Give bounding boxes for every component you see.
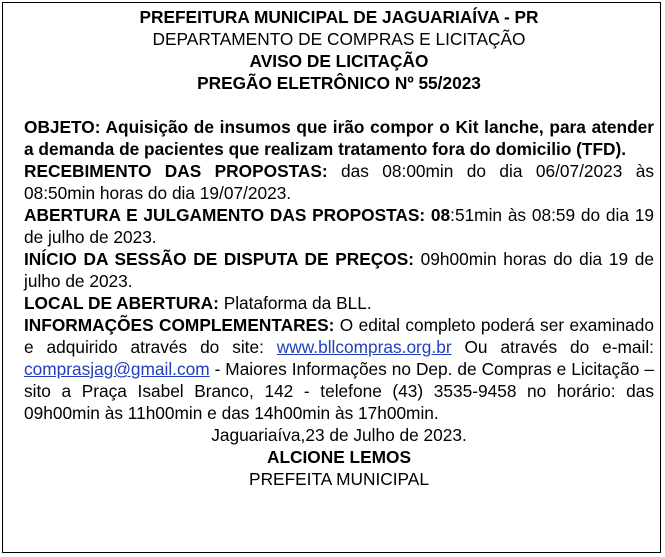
local-paragraph (24, 292, 654, 314)
local-label: LOCAL DE ABERTURA: (24, 293, 219, 313)
abertura-text: :51min às 08:59 do dia 19 de julho de 2023. (24, 205, 654, 247)
informacoes-text-1: O edital completo poderá ser examinado e adquirido através do site: (24, 315, 655, 357)
informacoes-paragraph (24, 314, 654, 424)
header-municipality: PREFEITURA MUNICIPAL DE JAGUARIAÍVA - PR (139, 7, 539, 27)
notice-content (24, 6, 654, 490)
informacoes-text-2: Ou através do e-mail: (451, 337, 654, 357)
inicio-paragraph (24, 248, 654, 292)
header-pregao: PREGÃO ELETRÔNICO Nº 55/2023 (197, 73, 481, 93)
recebimento-text: das 08:00min do dia 06/07/2023 às 08:50min horas do dia 19/07/2023. (24, 161, 654, 203)
spacer (24, 94, 654, 116)
recebimento-paragraph (24, 160, 654, 204)
site-link[interactable]: www.bllcompras.org.br (276, 337, 452, 357)
email-link[interactable]: comprasjag@gmail.com (24, 359, 210, 379)
local-text: Plataforma da BLL. (218, 293, 372, 313)
inicio-text: 09h00min horas do dia 19 de julho de 2023. (24, 249, 654, 291)
recebimento-label: RECEBIMENTO DAS PROPOSTAS: (24, 161, 328, 181)
header-department: DEPARTAMENTO DE COMPRAS E LICITAÇÃO (152, 29, 526, 49)
signatory-name: ALCIONE LEMOS (266, 447, 411, 467)
inicio-label: INÍCIO DA SESSÃO DE DISPUTA DE PREÇOS: (24, 249, 414, 269)
footer-date: Jaguariaíva,23 de Julho de 2023. (211, 425, 467, 445)
abertura-label: ABERTURA E JULGAMENTO DAS PROPOSTAS: 08 (24, 205, 451, 225)
header-notice-title: AVISO DE LICITAÇÃO (249, 51, 429, 71)
informacoes-label: INFORMAÇÕES COMPLEMENTARES: (24, 315, 335, 335)
abertura-paragraph (24, 204, 654, 248)
informacoes-text-3: - Maiores Informações no Dep. de Compras e Licitação – sito a Praça Isabel Branco, 142 - telefone (43) 3535-9458 no horário: das 09h00min às 11h00min e das 14h00min às 17h00min. (24, 359, 654, 423)
objeto-paragraph: OBJETO: Aquisição de insumos que irão compor o Kit lanche, para atender a demanda de pacientes que realizam tratamento fora do domicilio (TFD). (24, 117, 654, 159)
signatory-role: PREFEITA MUNICIPAL (249, 469, 429, 489)
